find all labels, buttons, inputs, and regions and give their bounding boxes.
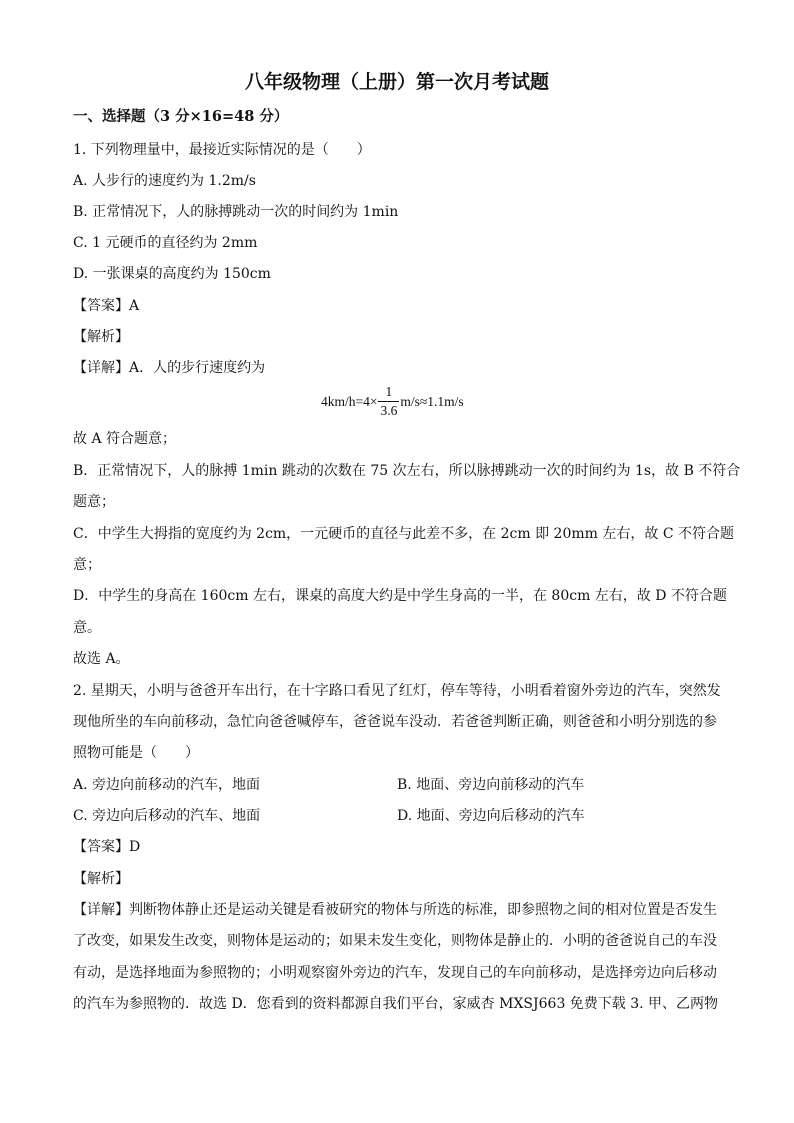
speed-equation [321,384,464,419]
question-1-option-a: A. 人步行的速度约为 1.2m/s [73,173,256,189]
question-2-option-c: C. 旁边向后移动的汽车、地面 [73,808,261,824]
question-2-answer: 【答案】D [73,839,141,855]
question-1-detail: 【详解】A．人的步行速度约为 [73,360,266,376]
solution-line: 故 A 符合题意； [73,431,177,447]
question-2-option-a: A. 旁边向前移动的汽车，地面 [73,777,261,793]
solution-line: 意。 [73,620,101,636]
question-2-stem: 2. 星期天，小明与爸爸开车出行，在十字路口看见了红灯，停车等待，小明看着窗外旁边的汽车，突然发 [73,683,721,699]
question-1-stem: 1. 下列物理量中，最接近实际情况的是（ ） [73,142,371,158]
question-2-detail: 了改变，如果发生改变，则物体是运动的；如果未发生变化，则物体是静止的．小明的爸爸说自己的车没 [73,933,717,949]
fraction-denominator: 3.6 [380,403,398,418]
question-1-option-c: C. 1 元硬币的直径约为 2mm [73,235,258,251]
question-2-analysis: 【解析】 [73,871,129,887]
question-2-detail: 【详解】判断物体静止还是运动关键是看被研究的物体与所选的标准，即参照物之间的相对位置是否发生 [73,902,717,918]
solution-line: 题意； [73,494,115,510]
equation-left: 4km/h=4× [321,393,378,409]
equation-fraction [378,384,399,419]
solution-line: B．正常情况下，人的脉搏 1min 跳动的次数在 75 次左右，所以脉搏跳动一次的时间约为 1s，故 B 不符合 [73,463,741,479]
solution-line: 故选 A。 [73,651,130,667]
question-1-option-d: D. 一张课桌的高度约为 150cm [73,266,271,282]
solution-line: C．中学生大拇指的宽度约为 2cm，一元硬币的直径与此差不多，在 2cm 即 20mm 左右，故 C 不符合题 [73,526,734,542]
solution-line: 意； [73,557,101,573]
question-1-analysis: 【解析】 [73,329,129,345]
equation-right: m/s≈1.1m/s [400,393,464,409]
question-2-detail: 有动，是选择地面为参照物的；小明观察窗外旁边的汽车，发现自己的车向前移动，是选择旁边向后移动 [73,965,717,981]
question-1-option-b: B. 正常情况下，人的脉搏跳动一次的时间约为 1min [73,204,399,220]
solution-line: D．中学生的身高在 160cm 左右，课桌的高度大约是中学生身高的一半，在 80cm 左右，故 D 不符合题 [73,588,727,604]
fraction-numerator: 1 [385,384,393,399]
page-title: 八年级物理（上册）第一次月考试题 [244,71,549,93]
question-2-stem: 照物可能是（ ） [73,745,199,761]
question-2-detail: 的汽车为参照物的．故选 D．您看到的资料都源自我们平台，家威杏 MXSJ663 免费下载 3. 甲、乙两物 [73,996,719,1012]
question-2-option-b: B. 地面、旁边向前移动的汽车 [397,777,585,793]
section-heading: 一、选择题（3 分×16=48 分） [73,108,289,125]
question-2-option-d: D. 地面、旁边向后移动的汽车 [397,808,585,824]
question-2-stem: 现他所坐的车向前移动，急忙向爸爸喊停车，爸爸说车没动．若爸爸判断正确，则爸爸和小明分别选的参 [73,714,717,730]
question-1-answer: 【答案】A [73,298,140,314]
